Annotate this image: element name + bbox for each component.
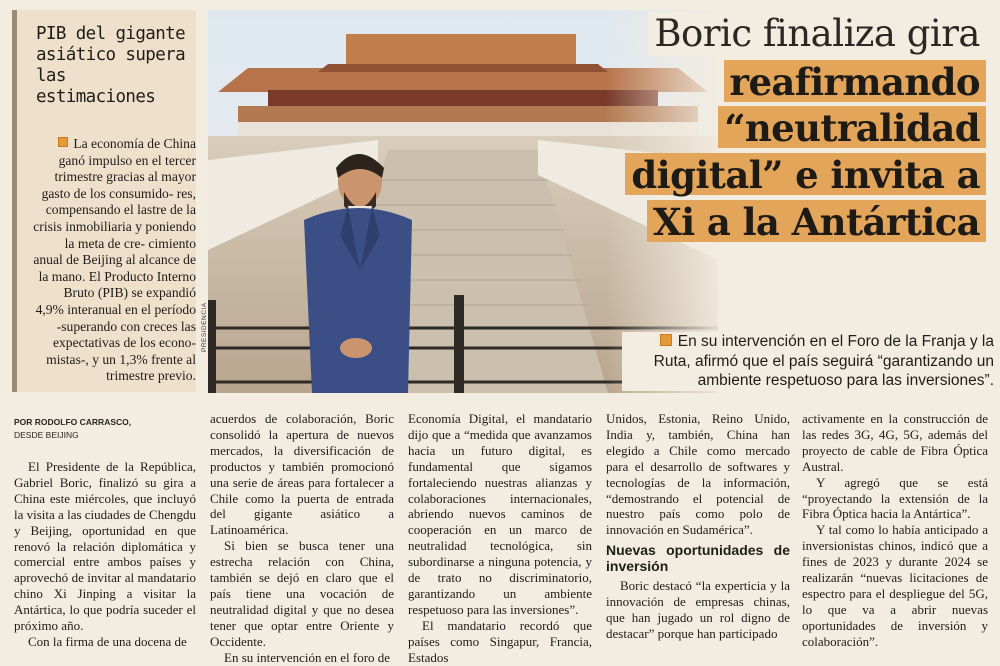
headline-line-1: Boric finaliza gira [648, 12, 986, 56]
headline-line-4: digital” e invita a [625, 153, 986, 195]
sidebar-box [12, 10, 196, 392]
headline-line-5: Xi a la Antártica [647, 200, 986, 242]
column-4 [606, 411, 790, 642]
byline-author: POR RODOLFO CARRASCO, [14, 417, 132, 427]
paragraph: Si bien se busca tener una estrecha relación con China, también se dejó en claro que el país tiene una vocación de neutralidad digital y que no desea tener que optar entre Oriente y Occidente. [210, 538, 394, 649]
orange-square-icon [58, 137, 68, 147]
column-1 [14, 459, 196, 650]
paragraph: El Presidente de la República, Gabriel Boric, finalizó su gira a China este miércoles, que incluyó la visita a las ciudades de Chengdu y Beijing, oportunidad en que renovó la relación diplomática y comercial entre ambos países y aprovechó de invitar al mandatario chino Xi Jinping a visitar la Antártica, lo que podría suceder el próximo año. [14, 459, 196, 634]
paragraph: acuerdos de colaboración, Boric consolidó la apertura de nuevos mercados, la diversificación de productos y también promocionó una serie de áreas para fortalecer a Chile como la puerta de entrada del gigante asiático a Latinoamérica. [210, 411, 394, 538]
headline-line-3: “neutralidad [718, 106, 986, 148]
column-3 [408, 411, 592, 666]
lead-paragraph [622, 332, 998, 391]
sidebar-body [32, 136, 196, 385]
photo-credit: PRESIDENCIA [201, 302, 208, 352]
byline-place: DESDE BEIJING [14, 430, 79, 440]
paragraph: En su intervención en el foro de [224, 649, 391, 665]
column-5 [802, 411, 988, 650]
sidebar-accent-bar [12, 10, 17, 392]
headline-line-2: reafirmando [724, 60, 986, 102]
paragraph: El mandatario recordó que países como Singapur, Francia, Estados [408, 617, 592, 665]
paragraph: Con la firma de una docena de [28, 633, 187, 649]
column-2 [210, 411, 394, 666]
paragraph: Y agregó que se está “proyectando la extensión de la Fibra Óptica hacia la Antártica”. [802, 474, 988, 522]
subheading: Nuevas oportunidades de inversión [606, 542, 790, 575]
orange-square-icon [660, 334, 672, 346]
paragraph: Y tal como lo había anticipado a inversionistas chinos, indicó que a fines de 2023 y durante 2024 se realizarán “nuevas licitaciones de espectro para el despliegue del 5G, lo que va a abrir nuevas oportunidades de inversión y colaboración”. [802, 522, 988, 649]
sidebar-body-text: La economía de China ganó impulso en el tercer trimestre gracias al mayor gasto de los consumido- res, compensando el lastre de la crisis inmobiliaria y poniendo la meta de cre- cimiento anual de Beijing al alcance de la mano. El Producto Interno Bruto (PIB) se expandió 4,9% interanual en el período -superando con creces las expectativas de los econo- mistas-, y un 1,3% frente al trimestre previo. [33, 136, 196, 384]
sidebar-heading: PIB del gigante asiático supera las estimaciones [36, 24, 186, 107]
lead-text: En su intervención en el Foro de la Franja y la Ruta, afirmó que el país seguirá “garantizando un ambiente respetuoso para las inversiones”. [653, 333, 994, 389]
paragraph: Economía Digital, el mandatario dijo que a “medida que avanzamos hacia un futuro digital, es fundamental que sigamos fortaleciendo nuestras alianzas y colaboraciones internacionales, abriendo nuevos caminos de cooperación en un marco de neutralidad tecnológica, sin subordinarse a ninguna potencia, y de trato no discriminatorio, garantizando un ambiente respetuoso para las inversiones”. [408, 411, 592, 617]
paragraph: activamente en la construcción de las redes 3G, 4G, 5G, además del proyecto de cable de Fibra Óptica Austral. [802, 411, 988, 474]
paragraph: Boric destacó “la experticia y la innovación de empresas chinas, que han jugado un rol digno de destacar” porque han participado [606, 578, 790, 641]
paragraph: Unidos, Estonia, Reino Unido, India y, también, China han elegido a Chile como mercado para el desarrollo de softwares y tecnologías de la información, “demostrando el potencial de nuestro país como polo de innovación en Sudamérica”. [606, 411, 790, 538]
